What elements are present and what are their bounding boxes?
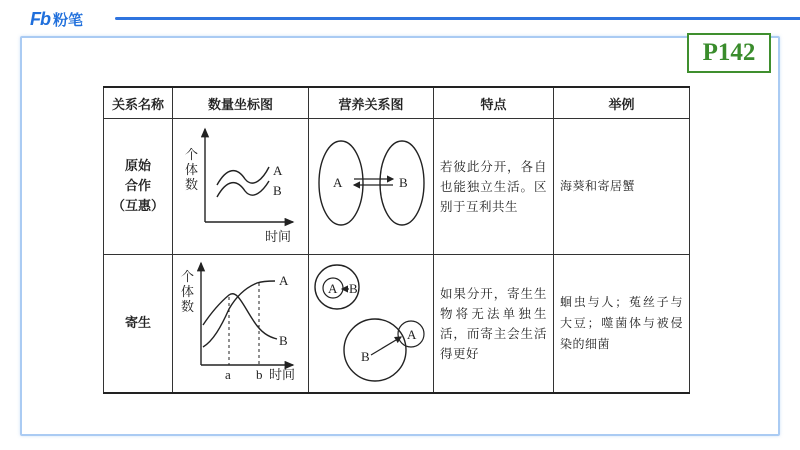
- quantity-chart-cell: [173, 119, 309, 255]
- protocooperation-quantity-chart: [173, 119, 309, 249]
- host-label-small: B: [349, 281, 358, 296]
- x-axis-label: 时间: [265, 229, 292, 244]
- header-relation-name: 关系名称: [104, 87, 173, 119]
- y-axis-label-char: 数: [185, 177, 199, 192]
- host-circle-large: [344, 319, 406, 381]
- host-label-large: B: [361, 349, 370, 364]
- y-axis-label-char: 数: [181, 299, 195, 314]
- series-b-label: B: [273, 183, 282, 198]
- tick-a-label: a: [225, 367, 231, 382]
- organism-a-label: A: [333, 175, 343, 190]
- table-row: [104, 119, 690, 255]
- relation-name-cell: [104, 119, 173, 255]
- parasitism-nutrition-chart: [309, 255, 434, 387]
- organism-b-label: B: [399, 175, 408, 190]
- relationship-table-container: [103, 86, 689, 384]
- parasitism-quantity-chart: [173, 255, 309, 387]
- relation-name-line: （互惠）: [111, 198, 164, 214]
- header-example: 举例: [554, 87, 690, 119]
- header-divider: [115, 17, 800, 20]
- table-row: [104, 255, 690, 394]
- series-a-label: A: [273, 163, 283, 178]
- series-b-label: B: [279, 333, 288, 348]
- relation-name-line: 寄生: [124, 315, 151, 331]
- feature-cell: 如果分开，寄生生物将无法单独生活，而寄主会生活得更好: [434, 255, 554, 394]
- brand-mark: Fb: [30, 8, 50, 29]
- series-a-label: A: [279, 273, 289, 288]
- relation-name-line: 原始: [124, 158, 151, 174]
- relation-name-cell: [104, 255, 173, 394]
- header-feature: 特点: [434, 87, 554, 119]
- y-axis-label-char: 个: [181, 269, 195, 284]
- series-a-curve: [203, 281, 275, 347]
- nutrition-chart-cell: [309, 119, 434, 255]
- nutrition-chart-cell: [309, 255, 434, 394]
- y-axis-label-char: 体: [185, 162, 199, 177]
- y-axis-label-char: 体: [181, 284, 195, 299]
- y-axis-label-char: 个: [185, 147, 199, 162]
- page-number-badge: P142: [687, 33, 771, 73]
- arrow-host-to-parasite: [371, 337, 401, 355]
- header-nutrition-chart: 营养关系图: [309, 87, 434, 119]
- relationship-table: [103, 86, 690, 394]
- brand-name: 粉笔: [53, 10, 84, 29]
- parasite-label-outer: A: [407, 327, 417, 342]
- series-b-line: [217, 181, 269, 197]
- series-a-line: [217, 167, 269, 185]
- header-quantity-chart: 数量坐标图: [173, 87, 309, 119]
- protocooperation-nutrition-chart: [309, 119, 434, 249]
- quantity-chart-cell: [173, 255, 309, 394]
- table-header-row: [104, 87, 690, 119]
- example-cell: 海葵和寄居蟹: [554, 119, 690, 255]
- example-cell: 蛔虫与人；菟丝子与大豆；噬菌体与被侵染的细菌: [554, 255, 690, 394]
- series-b-curve: [203, 294, 277, 339]
- relation-name-line: 合作: [124, 178, 151, 194]
- x-axis-label: 时间: [269, 367, 296, 382]
- tick-b-label: b: [256, 367, 263, 382]
- parasite-label-inner: A: [328, 281, 338, 296]
- feature-cell: 若彼此分开，各自也能独立生活。区别于互利共生: [434, 119, 554, 255]
- brand-logo: [30, 8, 83, 30]
